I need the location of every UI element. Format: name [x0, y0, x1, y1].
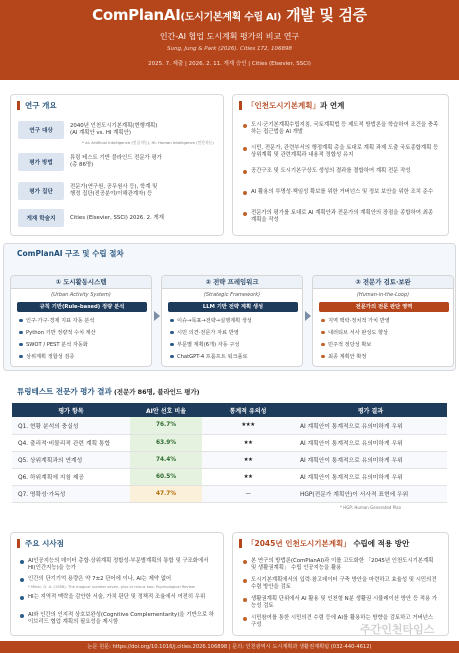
results-title-main: 튜링테스트 전문가 평가 결과: [17, 387, 112, 396]
table-header: AI안 선호 비율: [130, 403, 202, 417]
results-title: [12, 387, 200, 397]
column-head: ③ 전문가 검토·보완: [313, 276, 453, 289]
row-percent: 74.4%: [130, 451, 202, 468]
poster-footer: 논문 원문: https://doi.org/10.1016/j.cities.2026.106898 | 문의: 인천광역시 도시계획과 생활권계획팀 (032-440-4612): [0, 641, 459, 653]
overview-title: 연구 개요: [17, 101, 57, 110]
plan2045-title-left: 「2045년 인천도시기본계획」: [247, 539, 351, 548]
title-main: ComPlanAI: [92, 6, 181, 24]
plan2045-title-right: 수립에 적용 방안: [350, 539, 410, 548]
poster-header: [0, 0, 459, 80]
implication-item: HI는 지역적 맥락을 감안한 서술, 가치 판단 및 정책적 조율에서 여전히 우위: [20, 594, 216, 601]
incheon-item: 도시·군기본계획수립지침, 국토계획법 등 제도적 방법론을 학습하여 조건을 충족하는 접근법을 AI 개발: [243, 122, 439, 136]
row-result: HGP(전문가 계획안)이 서사적 표현에 우위: [294, 485, 447, 502]
incheon-title-left: 「인천도시기본계획」: [247, 101, 320, 110]
row-percent: 63.9%: [130, 434, 202, 451]
overview-label: 평가 방법: [18, 153, 64, 171]
column-item: 지역 맥락·정치적 가치 반영: [321, 317, 390, 324]
plan2045-item: 시민참여를 통한 시민의견 수렴 등에 AI를 활용하는 방향을 검토하고 거버넌스 구성: [243, 615, 439, 629]
column-sub: (Human-in-the-Loop): [356, 292, 410, 298]
table-row: [12, 417, 447, 434]
row-item: Q1. 현황 분석의 충실성: [12, 417, 130, 434]
table-header: 평가 결과: [294, 403, 447, 417]
column-sub: (Urban Activity System): [51, 292, 111, 298]
column-bar: 전문가의 전문 판단 영역: [319, 302, 449, 312]
table-header: 통계적 유의성: [202, 403, 294, 417]
structure-title: ComPlanAI 구조 및 수립 절차: [17, 249, 124, 258]
column-item: ChatGPT-4 프롬프트 워크플로: [170, 353, 248, 360]
overview-row: [18, 153, 218, 171]
plan2045-item: 도시기본계획에서의 입력·참고데이터 구축 방안을 마련하고 효율성 및 시민의견 수렴 방안을 검토: [243, 577, 439, 591]
results-table: [12, 403, 447, 503]
incheon-item: AI 활용의 투명성·책임성 확보를 위한 거버넌스 및 정보 보안을 위한 조치 준수: [243, 189, 439, 196]
row-item: Q7. 명확성·가독성: [12, 485, 130, 502]
row-significance: —: [202, 485, 294, 502]
arrow-right-icon: [305, 311, 311, 321]
column-item: 민주적 정당성 확보: [321, 341, 371, 348]
poster-subtitle: 인간-AI 협업 도시계획 평가의 비교 연구: [159, 32, 300, 41]
column-item: 부문별 계획(6개) 자동 구성: [170, 341, 239, 348]
row-item: Q4. 출리적·비물리적 관련 계획 통합: [12, 434, 130, 451]
column-item: SWOT / PEST 분석 자동화: [19, 341, 88, 348]
implication-item: AI인공지능의 데이터 총합·상위계획 정합성·부문별계획의 통합 및 구조화에서 HI(인간지능)을 능가: [20, 558, 216, 572]
column-item: 인구·가구·경제 지표 자동 분석: [19, 317, 94, 324]
results-note: * HGP: Human Generated Plan: [340, 505, 402, 510]
watermark: 주간인천타임스: [360, 623, 435, 636]
overview-note: * AI: Artificial Intelligence (인공지능), HI: Human Intelligence (인간지능): [82, 140, 214, 145]
column-item: 이슈→목표→전략→실행계획 생성: [170, 317, 252, 324]
table-row: [12, 451, 447, 468]
row-significance: ★★: [202, 451, 294, 468]
column-bar: LLM 기반 전략 계획 생성: [168, 302, 298, 312]
overview-label: 평가 집단: [18, 182, 64, 200]
row-result: AI 계획안이 통계적으로 유의미하게 우위: [294, 451, 447, 468]
implication-item: AI와 인간의 인지적 상호보완성(Cognitive Complementarity)을 기반으로 하이브리드 협업 계획의 필요성을 제시함: [20, 612, 216, 626]
overview-label: 연구 대상: [18, 121, 64, 139]
incheon-item: 시민, 전문가, 관련부서의 행정계획 총을 토대로 계획 과제 도출 국토종합계획 등 상위계획 및 관련계획과 내용적 정합성 유지: [243, 145, 439, 159]
structure-column-3: [312, 275, 454, 367]
implications-title: 주요 시사점: [17, 539, 64, 548]
implication-citation: * Miller, G. A. (1956). The magical number seven, plus or minus two. Psychological Review: [28, 585, 195, 589]
row-percent: 47.7%: [130, 485, 202, 502]
row-result: AI 계획안이 통계적으로 유의미하게 우위: [294, 417, 447, 434]
title-tail: 개발 및 검증: [281, 6, 367, 24]
overview-value: 2040년 인천도시기본계획(현행계획) (AI 계획안 vs. HI 계획안): [70, 123, 158, 136]
overview-row: [18, 182, 218, 200]
column-item: Python 기반 정량적 수치 계산: [19, 329, 96, 336]
implication-item: 인간의 단기기억 용량은 약 7±2 단어에 이나, AI는 제약 없어: [20, 576, 216, 583]
structure-column-1: [10, 275, 152, 367]
overview-row: [18, 209, 218, 227]
structure-column-2: [161, 275, 303, 367]
column-item: 내러티브 서사 완성도 향상: [321, 329, 388, 336]
poster-meta: 2025. 7. 제출 | 2026. 2. 11. 게재 승인 | Cities (Elsevier, SSCI): [148, 61, 311, 67]
row-percent: 76.7%: [130, 417, 202, 434]
row-significance: ★★: [202, 468, 294, 485]
row-result: AI 계획안이 통계적으로 유의미하게 우위: [294, 434, 447, 451]
incheon-title-right: 과 연계: [319, 101, 345, 110]
row-significance: ★★: [202, 434, 294, 451]
overview-label: 게재 학술지: [18, 209, 64, 227]
poster-authors: Sung, Jung & Park (2026). Cities 172, 106898: [166, 46, 293, 52]
row-item: Q6. 하위계획에 지침 제공: [12, 468, 130, 485]
arrow-right-icon: [154, 311, 160, 321]
plan2045-title: [239, 539, 409, 548]
table-row: [12, 485, 447, 502]
column-head: ① 도시활동시스템: [11, 276, 151, 289]
table-header: 평가 항목: [12, 403, 130, 417]
results-title-suffix: (전문가 86명, 블라인드 평가): [111, 388, 200, 396]
table-row: [12, 468, 447, 485]
overview-value: 전문가(연구원, 공무원사 등), 학계 및 행정 집단(전공분야/이해관계자) 등: [70, 184, 158, 197]
incheon-title: [239, 101, 344, 110]
table-row: [12, 434, 447, 451]
column-sub: (Strategic Framework): [203, 292, 261, 298]
column-head: ② 전략 프레임워크: [162, 276, 302, 289]
overview-value: Cities (Elsevier, SSCI) 2026. 2. 게재: [70, 214, 164, 221]
overview-value: 튜링 테스트 기반 블라인드 전문가 평가 (총 86명): [70, 155, 162, 168]
row-significance: ★★★: [202, 417, 294, 434]
column-bar: 규칙 기반(Rule-based) 정량 분석: [17, 302, 147, 312]
incheon-item: 공간구조 및 도시기본구상도 생성의 결과를 결합하여 계획 전문 작성: [243, 168, 439, 175]
row-result: AI 계획안이 통계적으로 유의미하게 우위: [294, 468, 447, 485]
row-percent: 60.5%: [130, 468, 202, 485]
column-item: 시민 의견·전문가 자료 반영: [170, 329, 239, 336]
plan2045-item: 본 연구의 방법론(ComPlanAI)과 이를 고도화한 「2045년 인천도시기본계획 및 생활권계획」 수립 인공지능을 활용: [243, 558, 439, 572]
poster-title: [0, 6, 459, 27]
column-item: 최종 계획안 확정: [321, 353, 366, 360]
incheon-item: 전문가의 평가를 토대로 AI 계획안과 전문가의 계획안의 장점을 종합하여 최종 계획을 작성: [243, 210, 439, 224]
row-item: Q5. 상위계획과의 연계성: [12, 451, 130, 468]
plan2045-item: 생활권계획 단위에서 AI 활용 및 인천형 N분 생활권 시뮬레이션 방안 등 적용 가능성 검토: [243, 596, 439, 610]
overview-row: [18, 121, 218, 139]
column-item: 상위계획 정합성 검증: [19, 353, 74, 360]
table-header-row: [12, 403, 447, 417]
title-paren: (도시기본계획 수립 AI): [180, 12, 282, 23]
